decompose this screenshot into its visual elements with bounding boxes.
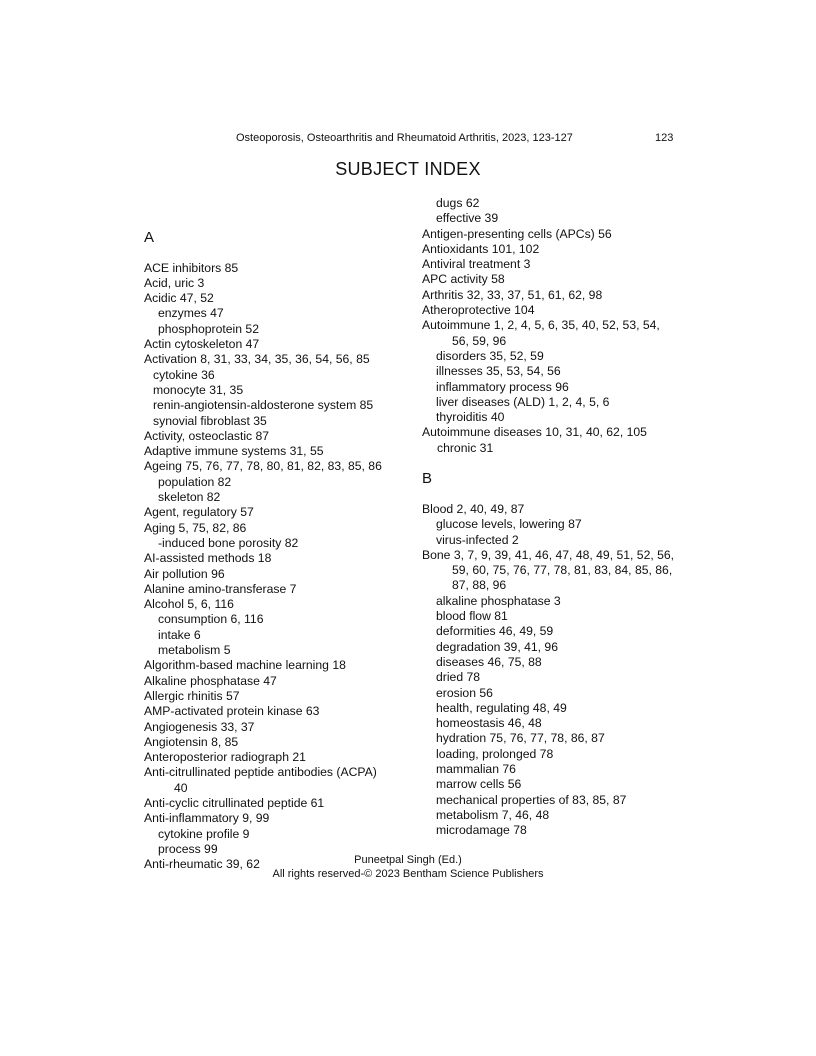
index-entry: monocyte 31, 35 xyxy=(153,382,244,397)
index-entry: -induced bone porosity 82 xyxy=(158,535,299,550)
index-entry: Anti-inflammatory 9, 99 xyxy=(144,811,270,826)
index-entry: effective 39 xyxy=(436,211,499,226)
index-entry: 56, 59, 96 xyxy=(452,333,507,348)
index-entry: synovial fibroblast 35 xyxy=(153,413,267,428)
index-entry: renin-angiotensin-aldosterone system 85 xyxy=(153,398,374,413)
right-column xyxy=(422,196,682,838)
index-entry: Anteroposterior radiograph 21 xyxy=(144,750,306,765)
index-entry: Aging 5, 75, 82, 86 xyxy=(144,520,247,535)
index-entry: skeleton 82 xyxy=(158,490,221,505)
section-letter-b: B xyxy=(422,470,433,488)
index-entries-a xyxy=(144,261,414,873)
index-entry: APC activity 58 xyxy=(422,272,505,287)
index-entry: Bone 3, 7, 9, 39, 41, 46, 47, 48, 49, 51, 52, 56, xyxy=(422,547,675,562)
section-letter-a: A xyxy=(144,229,155,246)
index-entry: Activation 8, 31, 33, 34, 35, 36, 54, 56, 85 xyxy=(144,352,370,367)
index-entry: loading, prolonged 78 xyxy=(436,746,554,761)
index-entry: liver diseases (ALD) 1, 2, 4, 5, 6 xyxy=(436,394,610,409)
index-entry: diseases 46, 75, 88 xyxy=(436,654,542,669)
index-entry: population 82 xyxy=(158,474,232,489)
index-entry: Actin cytoskeleton 47 xyxy=(144,337,260,352)
index-entries-a-continued xyxy=(422,196,682,456)
index-entry: cytokine 36 xyxy=(153,367,215,382)
index-entry: cytokine profile 9 xyxy=(158,826,250,841)
index-entry: Algorithm-based machine learning 18 xyxy=(144,658,346,673)
index-entry: marrow cells 56 xyxy=(436,777,522,792)
index-entry: Acidic 47, 52 xyxy=(144,291,214,306)
index-entry: Agent, regulatory 57 xyxy=(144,505,254,520)
index-entry: Atheroprotective 104 xyxy=(422,303,535,318)
index-entry: Arthritis 32, 33, 37, 51, 61, 62, 98 xyxy=(422,287,603,302)
page-title: SUBJECT INDEX xyxy=(335,159,481,179)
index-entry: Allergic rhinitis 57 xyxy=(144,688,240,703)
index-entry: hydration 75, 76, 77, 78, 86, 87 xyxy=(436,731,605,746)
index-entry: 87, 88, 96 xyxy=(452,578,507,593)
index-entry: glucose levels, lowering 87 xyxy=(436,517,582,532)
index-entry: illnesses 35, 53, 54, 56 xyxy=(436,364,561,379)
index-entry: dugs 62 xyxy=(436,196,480,210)
index-entry: consumption 6, 116 xyxy=(158,612,264,627)
index-entry: Anti-cyclic citrullinated peptide 61 xyxy=(144,795,325,810)
running-head: Osteoporosis, Osteoarthritis and Rheumatoid Arthritis, 2023, 123-127 xyxy=(236,132,573,144)
index-entry: ACE inhibitors 85 xyxy=(144,260,239,275)
index-entries-b xyxy=(422,502,682,839)
index-entry: AMP-activated protein kinase 63 xyxy=(144,704,320,719)
index-entry: Angiogenesis 33, 37 xyxy=(144,719,255,734)
index-entry: microdamage 78 xyxy=(436,823,527,838)
index-entry: phosphoprotein 52 xyxy=(158,321,259,336)
index-entry: deformities 46, 49, 59 xyxy=(436,624,554,639)
index-entry: alkaline phosphatase 3 xyxy=(436,593,561,608)
left-column xyxy=(144,230,414,872)
index-entry: AI-assisted methods 18 xyxy=(144,551,272,566)
index-entry: thyroiditis 40 xyxy=(436,410,505,425)
index-entry: 59, 60, 75, 76, 77, 78, 81, 83, 84, 85, 86, xyxy=(452,563,673,578)
index-entry: Alanine amino-transferase 7 xyxy=(144,581,297,596)
index-entry: degradation 39, 41, 96 xyxy=(436,639,558,654)
index-entry: Autoimmune 1, 2, 4, 5, 6, 35, 40, 52, 53, 54, xyxy=(422,318,660,333)
index-entry: Antioxidants 101, 102 xyxy=(422,241,540,256)
index-entry: mechanical properties of 83, 85, 87 xyxy=(436,792,627,807)
index-entry: enzymes 47 xyxy=(158,306,224,321)
index-entry: Acid, uric 3 xyxy=(144,275,205,290)
index-entry: virus-infected 2 xyxy=(436,532,519,547)
index-entry: disorders 35, 52, 59 xyxy=(436,348,544,363)
index-entry: Ageing 75, 76, 77, 78, 80, 81, 82, 83, 85, 86 xyxy=(144,459,382,474)
index-entry: Air pollution 96 xyxy=(144,566,225,581)
index-entry: Antiviral treatment 3 xyxy=(422,257,531,272)
index-entry: erosion 56 xyxy=(436,685,493,700)
index-entry: dried 78 xyxy=(436,670,481,685)
index-entry: blood flow 81 xyxy=(436,609,508,624)
footer-editor: Puneetpal Singh (Ed.) xyxy=(354,854,462,866)
index-entry: process 99 xyxy=(158,841,218,856)
index-entry: Alkaline phosphatase 47 xyxy=(144,673,277,688)
index-entry: 40 xyxy=(174,780,188,795)
index-entry: health, regulating 48, 49 xyxy=(436,700,567,715)
index-entry: intake 6 xyxy=(158,627,201,642)
index-entry: Anti-citrullinated peptide antibodies (ACPA) xyxy=(144,765,377,780)
index-entry: metabolism 7, 46, 48 xyxy=(436,807,550,822)
index-entry: Activity, osteoclastic 87 xyxy=(144,428,270,443)
index-entry: Autoimmune diseases 10, 31, 40, 62, 105 xyxy=(422,425,647,440)
index-entry: homeostasis 46, 48 xyxy=(436,716,542,731)
index-entry: mammalian 76 xyxy=(436,761,516,776)
index-entry: Alcohol 5, 6, 116 xyxy=(144,597,234,612)
index-entry: Adaptive immune systems 31, 55 xyxy=(144,444,324,459)
index-entry: chronic 31 xyxy=(437,440,494,455)
index-entry: Anti-rheumatic 39, 62 xyxy=(144,857,260,872)
index-entry: Blood 2, 40, 49, 87 xyxy=(422,501,525,516)
index-entry: inflammatory process 96 xyxy=(436,379,569,394)
page-number: 123 xyxy=(655,132,674,144)
index-entry: Antigen-presenting cells (APCs) 56 xyxy=(422,226,612,241)
footer-rights: All rights reserved-© 2023 Bentham Science Publishers xyxy=(272,868,544,880)
index-entry: metabolism 5 xyxy=(158,643,231,658)
index-entry: Angiotensin 8, 85 xyxy=(144,734,239,749)
